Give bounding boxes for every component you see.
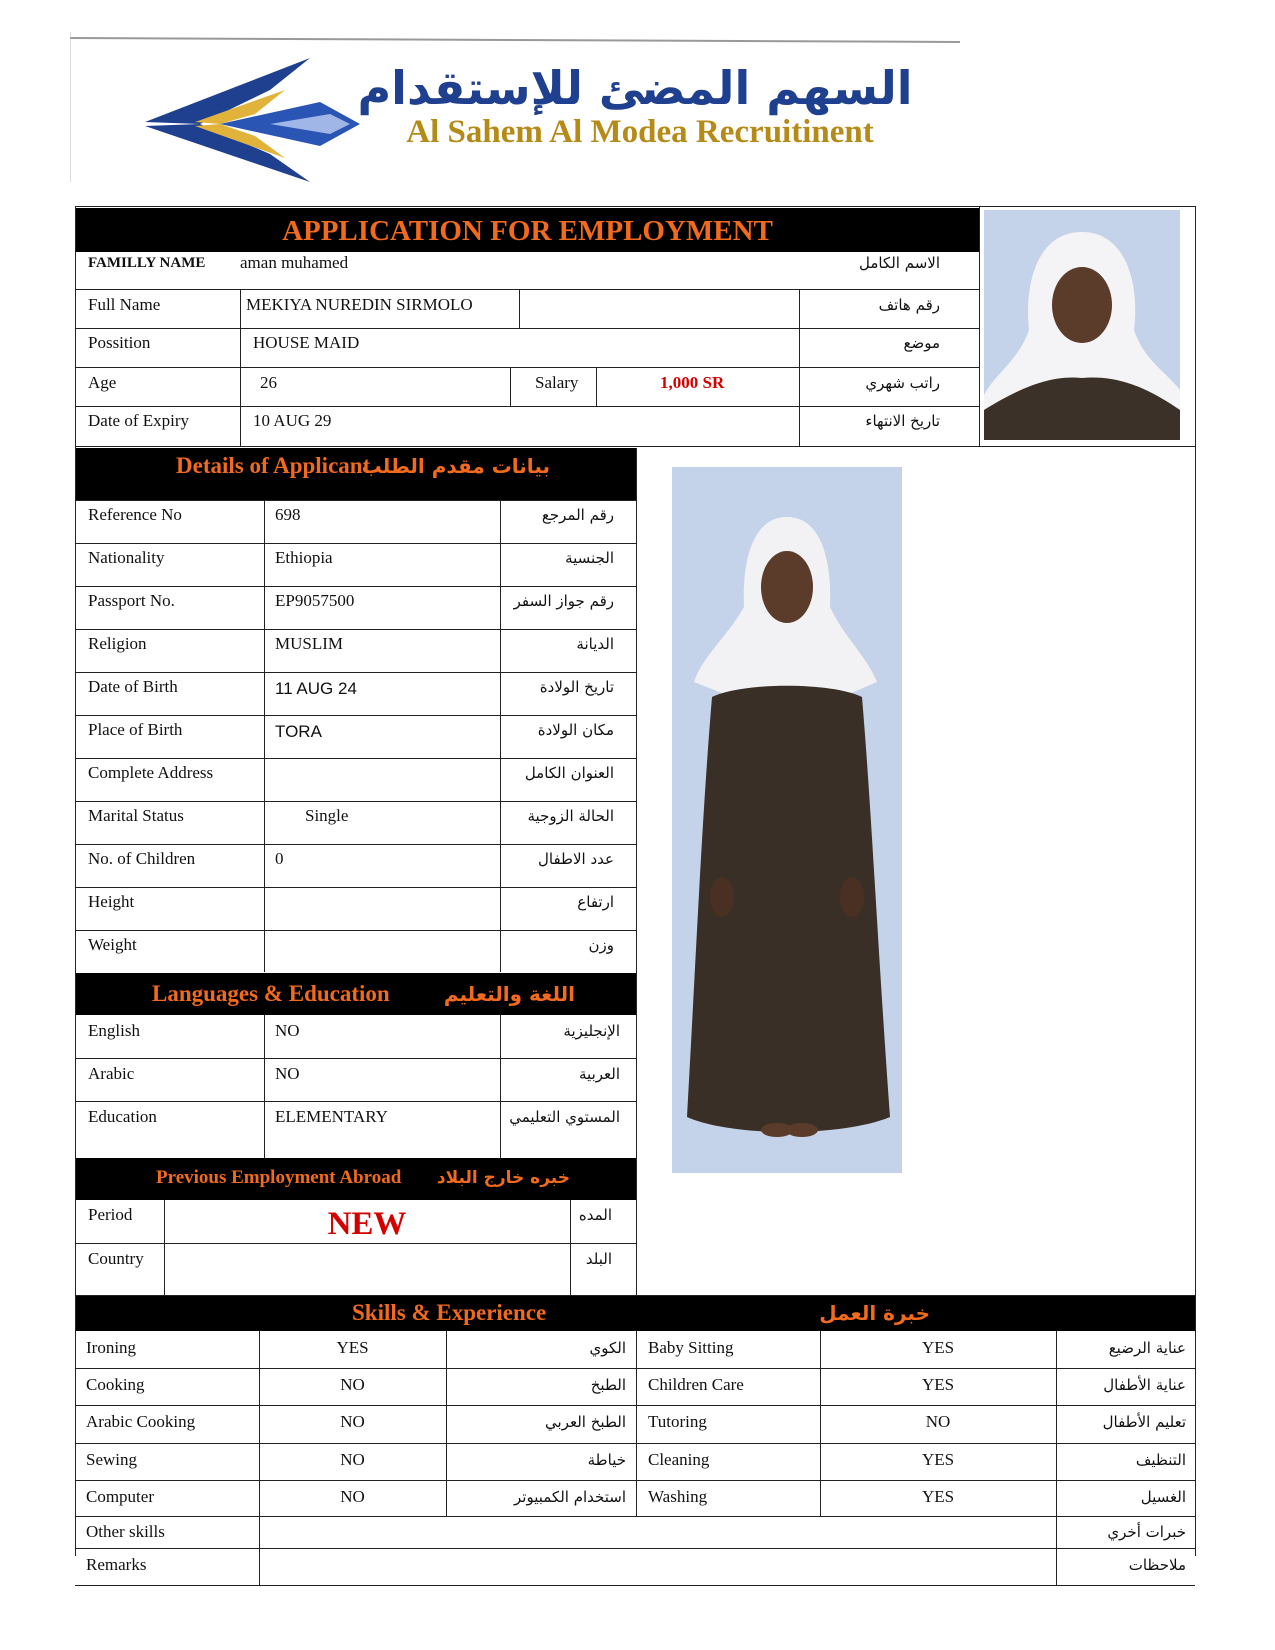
- language-label-ar: العربية: [579, 1065, 620, 1083]
- detail-label-ar: الحالة الزوجية: [527, 807, 614, 825]
- language-value: NO: [275, 1064, 300, 1083]
- skill-value: NO: [340, 1412, 365, 1431]
- languages-title-ar: اللغة والتعليم: [443, 982, 575, 1006]
- details-title-en: Details of Applicant: [176, 453, 371, 478]
- skill-label: Baby Sitting: [648, 1338, 734, 1357]
- detail-label: Weight: [88, 935, 137, 954]
- family-name-value: aman muhamed: [240, 253, 349, 272]
- skill-label: Children Care: [648, 1375, 744, 1394]
- skill-value: NO: [340, 1450, 365, 1469]
- page-title: APPLICATION FOR EMPLOYMENT: [282, 215, 773, 247]
- position-value: HOUSE MAID: [253, 333, 360, 352]
- detail-value: MUSLIM: [275, 634, 344, 653]
- skill-label-ar: خياطة: [587, 1451, 626, 1469]
- languages-title-en: Languages & Education: [152, 981, 390, 1006]
- full-name-value: MEKIYA NUREDIN SIRMOLO: [246, 295, 473, 314]
- new-status: NEW: [327, 1206, 407, 1242]
- detail-label: Reference No: [88, 505, 182, 524]
- skill-label-ar: الطبخ العربي: [545, 1413, 626, 1431]
- previous-title-en: Previous Employment Abroad: [156, 1167, 402, 1188]
- skill-label-ar: تعليم الأطفال: [1102, 1413, 1186, 1431]
- full-name-label: Full Name: [88, 295, 161, 314]
- skill-label: Cooking: [86, 1375, 145, 1394]
- expiry-value: 10 AUG 29: [253, 411, 332, 430]
- detail-label: Complete Address: [88, 763, 214, 782]
- skill-label: Sewing: [86, 1450, 137, 1469]
- salary-value: 1,000 SR: [660, 373, 725, 392]
- detail-label-ar: الديانة: [576, 635, 614, 653]
- language-label: English: [88, 1021, 140, 1040]
- skill-label-ar: الطبخ: [590, 1376, 626, 1394]
- detail-value: TORA: [275, 722, 322, 741]
- age-label: Age: [88, 373, 117, 392]
- skill-label: Washing: [648, 1487, 708, 1506]
- portrait-photo: [984, 210, 1180, 440]
- skill-label-ar: استخدام الكمبيوتر: [514, 1488, 626, 1506]
- language-value: NO: [275, 1021, 300, 1040]
- language-value: ELEMENTARY: [275, 1107, 388, 1126]
- detail-value: 11 AUG 24: [275, 679, 357, 698]
- language-label: Arabic: [88, 1064, 135, 1083]
- full-body-photo: [672, 467, 902, 1173]
- skill-value: YES: [921, 1338, 955, 1357]
- language-label-ar: المستوي التعليمي: [509, 1108, 620, 1126]
- skill-label: Ironing: [86, 1338, 137, 1357]
- detail-label: Height: [88, 892, 135, 911]
- skill-value: YES: [921, 1487, 955, 1506]
- detail-label: No. of Children: [88, 849, 196, 868]
- detail-value: 698: [275, 505, 301, 524]
- skill-value: YES: [921, 1375, 955, 1394]
- company-logo: [70, 32, 1010, 184]
- skill-label-ar: التنظيف: [1135, 1451, 1186, 1469]
- family-name-label: FAMILLY NAME: [88, 255, 206, 271]
- logo-english-text: Al Sahem Al Modea Recruitinent: [406, 114, 874, 150]
- full-body-person-icon: [672, 467, 902, 1173]
- detail-label: Religion: [88, 634, 147, 653]
- family-name-label-ar: الاسم الكامل: [858, 254, 940, 272]
- detail-label-ar: مكان الولادة: [537, 721, 614, 739]
- skill-label: Arabic Cooking: [86, 1412, 196, 1431]
- detail-label-ar: تاريخ الولادة: [539, 678, 614, 696]
- skill-label: Computer: [86, 1487, 154, 1506]
- detail-label: Place of Birth: [88, 720, 183, 739]
- detail-label: Date of Birth: [88, 677, 178, 696]
- detail-label-ar: رقم المرجع: [541, 506, 614, 524]
- period-label-ar: المده: [578, 1206, 612, 1224]
- skill-value: NO: [340, 1375, 365, 1394]
- language-label-ar: الإنجليزية: [563, 1022, 620, 1040]
- skill-label-ar: الكوي: [589, 1339, 626, 1357]
- country-label: Country: [88, 1249, 144, 1268]
- position-label: Possition: [88, 333, 151, 352]
- detail-label-ar: الجنسية: [565, 549, 614, 567]
- skill-label: Cleaning: [648, 1450, 710, 1469]
- position-label-ar: موضع: [903, 334, 940, 352]
- detail-label-ar: وزن: [588, 936, 614, 954]
- detail-label-ar: عدد الاطفال: [538, 850, 614, 868]
- country-label-ar: البلد: [585, 1250, 612, 1268]
- detail-label: Nationality: [88, 548, 165, 567]
- detail-label: Passport No.: [88, 591, 175, 610]
- expiry-label-ar: تاريخ الانتهاء: [865, 412, 940, 430]
- remarks-label-ar: ملاحظات: [1128, 1556, 1186, 1574]
- skill-value: YES: [336, 1338, 369, 1357]
- skill-label-ar: عناية الرضيع: [1108, 1339, 1186, 1357]
- skill-label-ar: الغسيل: [1140, 1488, 1186, 1506]
- phone-label-ar: رقم هاتف: [878, 296, 940, 314]
- other-skills-label-ar: خبرات أخري: [1107, 1523, 1186, 1541]
- skill-value: YES: [921, 1450, 955, 1469]
- detail-label-ar: العنوان الكامل: [524, 764, 614, 782]
- detail-label-ar: ارتفاع: [577, 893, 614, 911]
- skill-label: Tutoring: [648, 1412, 707, 1431]
- other-skills-label: Other skills: [86, 1522, 165, 1541]
- skill-label-ar: عناية الأطفال: [1103, 1376, 1186, 1394]
- expiry-label: Date of Expiry: [88, 411, 190, 430]
- period-label: Period: [88, 1205, 133, 1224]
- salary-label-ar: راتب شهري: [865, 374, 940, 392]
- details-title-ar: بيانات مقدم الطلب: [361, 454, 550, 478]
- detail-value: Single: [305, 806, 349, 825]
- detail-value: EP9057500: [275, 591, 355, 610]
- skill-value: NO: [340, 1487, 365, 1506]
- previous-title-ar: خبره خارج البلاد: [436, 1168, 570, 1188]
- salary-label: Salary: [535, 373, 579, 392]
- skill-value: NO: [925, 1412, 951, 1431]
- skills-title-en: Skills & Experience: [352, 1300, 547, 1325]
- detail-value: 0: [275, 849, 284, 868]
- logo-arabic-text: السهم المضئ للإستقدام: [357, 61, 913, 115]
- detail-label-ar: رقم جواز السفر: [513, 592, 614, 610]
- portrait-person-icon: [984, 210, 1180, 440]
- skills-title-ar: خبرة العمل: [819, 1301, 930, 1325]
- remarks-label: Remarks: [86, 1555, 147, 1574]
- age-value: 26: [260, 373, 277, 392]
- detail-label: Marital Status: [88, 806, 184, 825]
- detail-value: Ethiopia: [275, 548, 333, 567]
- language-label: Education: [88, 1107, 157, 1126]
